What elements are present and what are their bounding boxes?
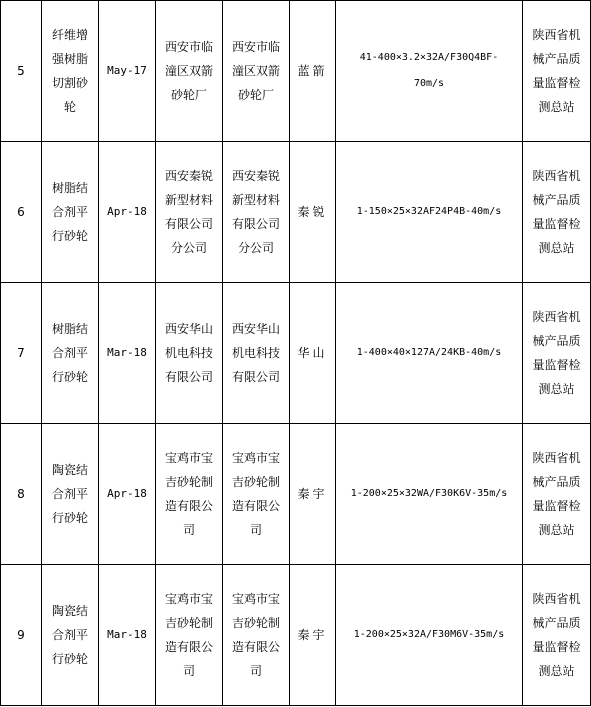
inspection-agency-cell (523, 283, 591, 424)
cell-line: 吉砂轮制 (164, 475, 213, 489)
cell-line: 械产品质 (532, 334, 581, 348)
cell-line: 合剂平 (51, 628, 88, 642)
cell-line: 有限公司 (231, 217, 280, 231)
cell-line: 测总站 (538, 664, 575, 678)
cell-line: 机电科技 (164, 346, 213, 360)
cell-line: 造有限公 (231, 499, 280, 513)
cell-line: 陕西省机 (532, 592, 581, 606)
inspection-agency-cell (523, 424, 591, 565)
cell-line: 合剂平 (51, 346, 88, 360)
brand-cell: 华山 (290, 283, 336, 424)
cell-line: 测总站 (538, 382, 575, 396)
cell-line: 1-200×25×32WA/F30K6V-35m/s (350, 488, 508, 499)
labeled-producer-cell (156, 565, 223, 706)
cell-line: 量监督检 (532, 358, 581, 372)
cell-line: 械产品质 (532, 52, 581, 66)
manufacturer-cell (223, 565, 290, 706)
labeled-producer-cell (156, 142, 223, 283)
cell-line: 行砂轮 (51, 511, 88, 525)
cell-line: 陶瓷结 (51, 463, 88, 477)
cell-line: 西安秦锐 (164, 169, 213, 183)
cell-line: 械产品质 (532, 475, 581, 489)
cell-line: 纤维增 (51, 28, 88, 42)
cell-line: 有限公司 (164, 370, 213, 384)
table-row (1, 283, 591, 424)
row-number-cell: 9 (1, 565, 42, 706)
row-number-cell: 7 (1, 283, 42, 424)
cell-line: 1-150×25×32AF24P4B-40m/s (356, 206, 502, 217)
cell-line: 量监督检 (532, 499, 581, 513)
cell-line: 宝鸡市宝 (231, 592, 280, 606)
product-name-cell (42, 424, 99, 565)
cell-line: 司 (249, 664, 262, 678)
cell-line: 量监督检 (532, 76, 581, 90)
row-number-cell: 6 (1, 142, 42, 283)
cell-line: 潼区双箭 (231, 64, 280, 78)
product-name-cell (42, 1, 99, 142)
cell-line: 测总站 (538, 100, 575, 114)
cell-line: 陕西省机 (532, 310, 581, 324)
labeled-producer-cell (156, 424, 223, 565)
row-number-cell: 5 (1, 1, 42, 142)
cell-line: 1-400×40×127A/24KB-40m/s (356, 347, 502, 358)
labeled-producer-cell (156, 283, 223, 424)
labeled-producer-cell (156, 1, 223, 142)
cell-line: 量监督检 (532, 640, 581, 654)
cell-line: 1-200×25×32A/F30M6V-35m/s (353, 629, 505, 640)
cell-line: 分公司 (237, 241, 274, 255)
cell-line: 西安华山 (231, 322, 280, 336)
production-date-cell: Apr-18 (99, 424, 156, 565)
production-date-cell: Apr-18 (99, 142, 156, 283)
cell-line: 砂轮厂 (170, 88, 207, 102)
cell-line: 分公司 (170, 241, 207, 255)
cell-line: 行砂轮 (51, 370, 88, 384)
cell-line: 机电科技 (231, 346, 280, 360)
table-row (1, 565, 591, 706)
cell-line: 宝鸡市宝 (164, 592, 213, 606)
cell-line: 轮 (63, 100, 76, 114)
manufacturer-cell (223, 283, 290, 424)
spec-model-cell (336, 565, 523, 706)
production-date-cell: Mar-18 (99, 565, 156, 706)
production-date-cell: May-17 (99, 1, 156, 142)
cell-line: 合剂平 (51, 487, 88, 501)
table-body (1, 1, 591, 706)
cell-line: 吉砂轮制 (164, 616, 213, 630)
cell-line: 量监督检 (532, 217, 581, 231)
table-row (1, 142, 591, 283)
cell-line: 西安市临 (231, 40, 280, 54)
spec-model-cell (336, 424, 523, 565)
cell-line: 陕西省机 (532, 451, 581, 465)
cell-line: 行砂轮 (51, 229, 88, 243)
spec-model-cell (336, 1, 523, 142)
product-name-cell (42, 283, 99, 424)
cell-line: 行砂轮 (51, 652, 88, 666)
spec-model-cell (336, 283, 523, 424)
inspection-agency-cell (523, 565, 591, 706)
cell-line: 合剂平 (51, 205, 88, 219)
manufacturer-cell (223, 142, 290, 283)
cell-line: 70m/s (413, 78, 445, 89)
cell-line: 司 (182, 523, 195, 537)
cell-line: 新型材料 (164, 193, 213, 207)
cell-line: 有限公司 (231, 370, 280, 384)
cell-line: 宝鸡市宝 (164, 451, 213, 465)
cell-line: 造有限公 (164, 499, 213, 513)
manufacturer-cell (223, 424, 290, 565)
cell-line: 造有限公 (164, 640, 213, 654)
cell-line: 陕西省机 (532, 169, 581, 183)
cell-line: 吉砂轮制 (231, 475, 280, 489)
cell-line: 切割砂 (51, 76, 88, 90)
cell-line: 陶瓷结 (51, 604, 88, 618)
production-date-cell: Mar-18 (99, 283, 156, 424)
cell-line: 吉砂轮制 (231, 616, 280, 630)
cell-line: 陕西省机 (532, 28, 581, 42)
cell-line: 41-400×3.2×32A/F30Q4BF- (359, 52, 499, 63)
product-name-cell (42, 565, 99, 706)
table-row (1, 424, 591, 565)
cell-line: 树脂结 (51, 322, 88, 336)
inspection-agency-cell (523, 1, 591, 142)
table-row (1, 1, 591, 142)
brand-cell: 秦宇 (290, 565, 336, 706)
cell-line: 西安秦锐 (231, 169, 280, 183)
cell-line: 新型材料 (231, 193, 280, 207)
cell-line: 潼区双箭 (164, 64, 213, 78)
cell-line: 司 (182, 664, 195, 678)
product-name-cell (42, 142, 99, 283)
cell-line: 强树脂 (51, 52, 88, 66)
brand-cell: 秦宇 (290, 424, 336, 565)
cell-line: 械产品质 (532, 616, 581, 630)
cell-line: 砂轮厂 (237, 88, 274, 102)
cell-line: 测总站 (538, 523, 575, 537)
brand-cell: 蓝箭 (290, 1, 336, 142)
cell-line: 造有限公 (231, 640, 280, 654)
manufacturer-cell (223, 1, 290, 142)
cell-line: 测总站 (538, 241, 575, 255)
cell-line: 司 (249, 523, 262, 537)
spec-model-cell (336, 142, 523, 283)
cell-line: 西安市临 (164, 40, 213, 54)
cell-line: 西安华山 (164, 322, 213, 336)
row-number-cell: 8 (1, 424, 42, 565)
inspection-agency-cell (523, 142, 591, 283)
cell-line: 树脂结 (51, 181, 88, 195)
cell-line: 有限公司 (164, 217, 213, 231)
cell-line: 宝鸡市宝 (231, 451, 280, 465)
cell-line: 械产品质 (532, 193, 581, 207)
brand-cell: 秦锐 (290, 142, 336, 283)
